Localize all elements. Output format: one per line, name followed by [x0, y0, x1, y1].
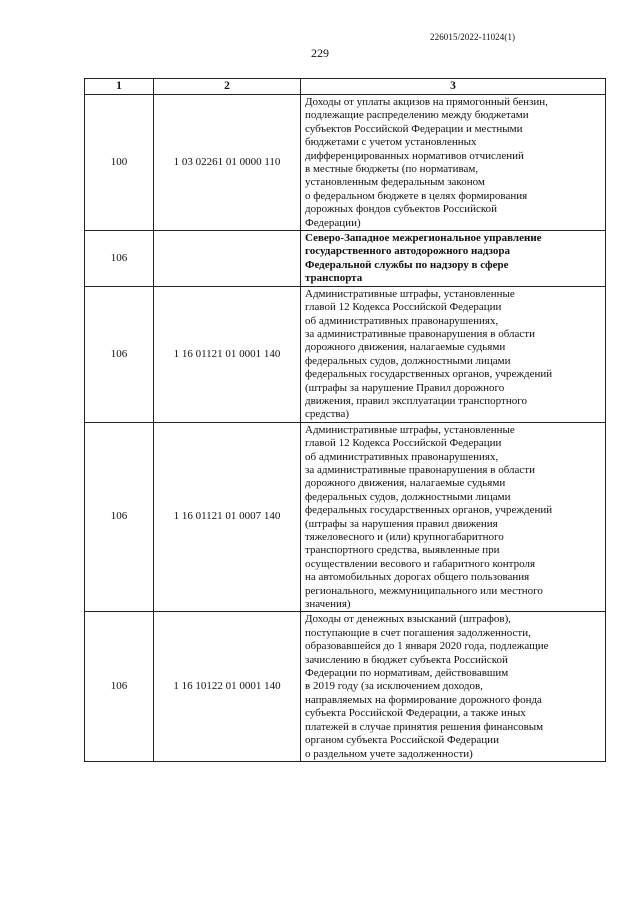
column-header-3: 3	[301, 79, 606, 95]
table-row	[85, 422, 606, 612]
revenue-description-cell: Административные штрафы, установленные главой 12 Кодекса Российской Федерации об административных правонарушениях, за административные правонарушения в области дорожного движения, налагаемые судьями федеральных судов, должностными лицами федеральных государственных органов, учреждений (штрафы за нарушение Правил дорожного движения, правил эксплуатации транспортного средства)	[301, 286, 606, 422]
admin-code-cell: 106	[85, 286, 154, 422]
admin-code-cell: 100	[85, 95, 154, 231]
admin-code-cell: 106	[85, 231, 154, 287]
admin-code-cell: 106	[85, 612, 154, 761]
admin-code-cell: 106	[85, 422, 154, 612]
revenue-description-cell: Доходы от уплаты акцизов на прямогонный бензин, подлежащие распределению между бюджетами субъектов Российской Федерации и местными бюджетами с учетом установленных дифференцированных нормативов отчислений в местные бюджеты (по нормативам, установленным федеральным законом о федеральном бюджете в целях формирования дорожных фондов субъектов Российской Федерации)	[301, 95, 606, 231]
table-row	[85, 95, 606, 231]
column-header-2: 2	[154, 79, 301, 95]
budget-codes-table	[84, 78, 606, 762]
page-number: 229	[311, 46, 329, 60]
table-row	[85, 231, 606, 287]
table-row	[85, 612, 606, 761]
revenue-description-cell: Административные штрафы, установленные главой 12 Кодекса Российской Федерации об административных правонарушениях, за административные правонарушения в области дорожного движения, налагаемые судьями федеральных судов, должностными лицами федеральных государственных органов, учреждений (штрафы за нарушения правил движения тяжеловесного и (или) крупногабаритного транспортного средства, выявленные при осуществлении весового и габаритного контроля на автомобильных дорогах общего пользования регионального, межмуниципального или местного значения)	[301, 422, 606, 612]
budget-classification-code-cell	[154, 231, 301, 287]
column-header-1: 1	[85, 79, 154, 95]
budget-codes-table-container	[84, 78, 605, 762]
budget-classification-code-cell: 1 03 02261 01 0000 110	[154, 95, 301, 231]
table-header-row	[85, 79, 606, 95]
budget-classification-code-cell: 1 16 01121 01 0001 140	[154, 286, 301, 422]
budget-classification-code-cell: 1 16 01121 01 0007 140	[154, 422, 301, 612]
table-row	[85, 286, 606, 422]
administrator-name-cell: Северо-Западное межрегиональное управление государственного автодорожного надзора Федеральной службы по надзору в сфере транспорта	[301, 231, 606, 287]
revenue-description-cell: Доходы от денежных взысканий (штрафов), поступающие в счет погашения задолженности, образовавшейся до 1 января 2020 года, подлежащие зачислению в бюджет субъекта Российской Федерации по нормативам, действовавшим в 2019 году (за исключением доходов, направляемых на формирование дорожного фонда субъекта Российской Федерации, а также иных платежей в случае принятия решения финансовым органом субъекта Российской Федерации о раздельном учете задолженности)	[301, 612, 606, 761]
budget-classification-code-cell: 1 16 10122 01 0001 140	[154, 612, 301, 761]
document-id: 226015/2022-11024(1)	[430, 32, 516, 42]
